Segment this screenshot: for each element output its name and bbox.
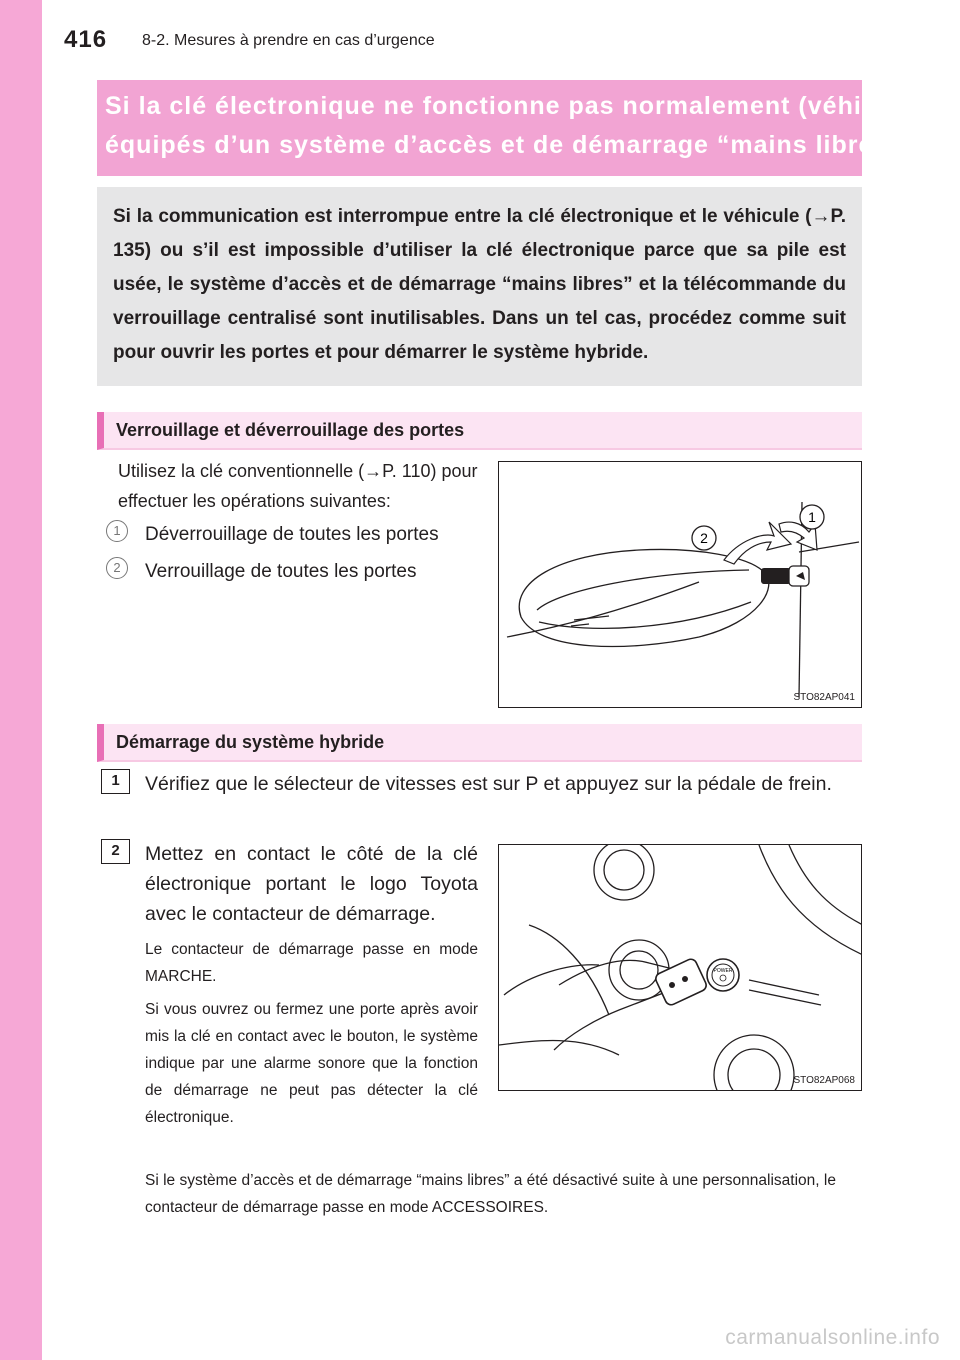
power-button-label: POWER — [713, 968, 733, 974]
subheading-door-locks: Verrouillage et déverrouillage des portes — [97, 412, 862, 450]
title-line-1: Si la clé électronique ne fonctionne pas normalement (véhicules — [105, 92, 931, 120]
door-handle-illustration — [499, 462, 862, 708]
step-unlock-text: Déverrouillage de toutes les portes — [145, 524, 439, 545]
step-marker-1: 1 — [101, 769, 130, 794]
intro-text: Si la communication est interrompue entre la clé électronique et le véhicule (→P. 135) ou s’il est impossible d’utiliser la clé électronique parce que sa pile est usée, le système d’accès et de démarrage “mains libres” et la télécommande du verrouillage centralisé sont inutilisables. Dans un tel cas, procédez comme suit pour ouvrir les portes et pour démarrer le système hybride. — [113, 206, 846, 363]
intro-box — [97, 187, 862, 386]
door-handle-figure — [498, 461, 862, 708]
step-2-text: Mettez en contact le côté de la clé électronique portant le logo Toyota avec le contacteur de démarrage. — [145, 843, 478, 925]
title-line-2: équipés d’un système d’accès et de démarrage “mains libres”) — [105, 131, 912, 159]
side-tab-bar — [0, 0, 42, 1360]
power-switch-figure — [498, 844, 862, 1091]
power-switch-illustration — [499, 845, 862, 1091]
step-marker-2: 2 — [101, 839, 130, 864]
figure-callout-1: 1 — [808, 509, 816, 525]
subheading-hybrid-start: Démarrage du système hybride — [97, 724, 862, 762]
note-alarm: Si vous ouvrez ou fermez une porte après avoir mis la clé en contact avec le bouton, le système indique par une alarme sonore que la fonction de démarrage ne peut pas détecter la clé électronique. — [145, 1001, 478, 1126]
step-lock-text: Verrouillage de toutes les portes — [145, 561, 417, 582]
step-marker-unlock: 1 — [106, 520, 128, 542]
note-mode-on: Le contacteur de démarrage passe en mode MARCHE. — [145, 941, 478, 985]
lock-intro-text: Utilisez la clé conventionnelle (→P. 110) pour effectuer les opérations suivantes: — [118, 461, 478, 511]
step-1-text: Vérifiez que le sélecteur de vitesses est sur P et appuyez sur la pédale de frein. — [145, 773, 832, 795]
section-header: 8-2. Mesures à prendre en cas d’urgence — [142, 32, 435, 49]
page-number: 416 — [64, 26, 108, 53]
mechanical-key-icon — [761, 566, 809, 586]
step-marker-lock: 2 — [106, 557, 128, 579]
figure-code: STO82AP068 — [793, 1075, 855, 1086]
watermark: carmanualsonline.info — [725, 1326, 940, 1349]
smart-key-icon — [654, 957, 708, 1006]
figure-callout-2: 2 — [700, 530, 708, 546]
note-customization: Si le système d’accès et de démarrage “mains libres” a été désactivé suite à une personnalisation, le contacteur de démarrage passe en mode ACCESSOIRES. — [145, 1172, 836, 1216]
title-banner — [97, 80, 931, 176]
figure-code: STO82AP041 — [793, 692, 855, 703]
power-button-icon — [707, 959, 739, 991]
